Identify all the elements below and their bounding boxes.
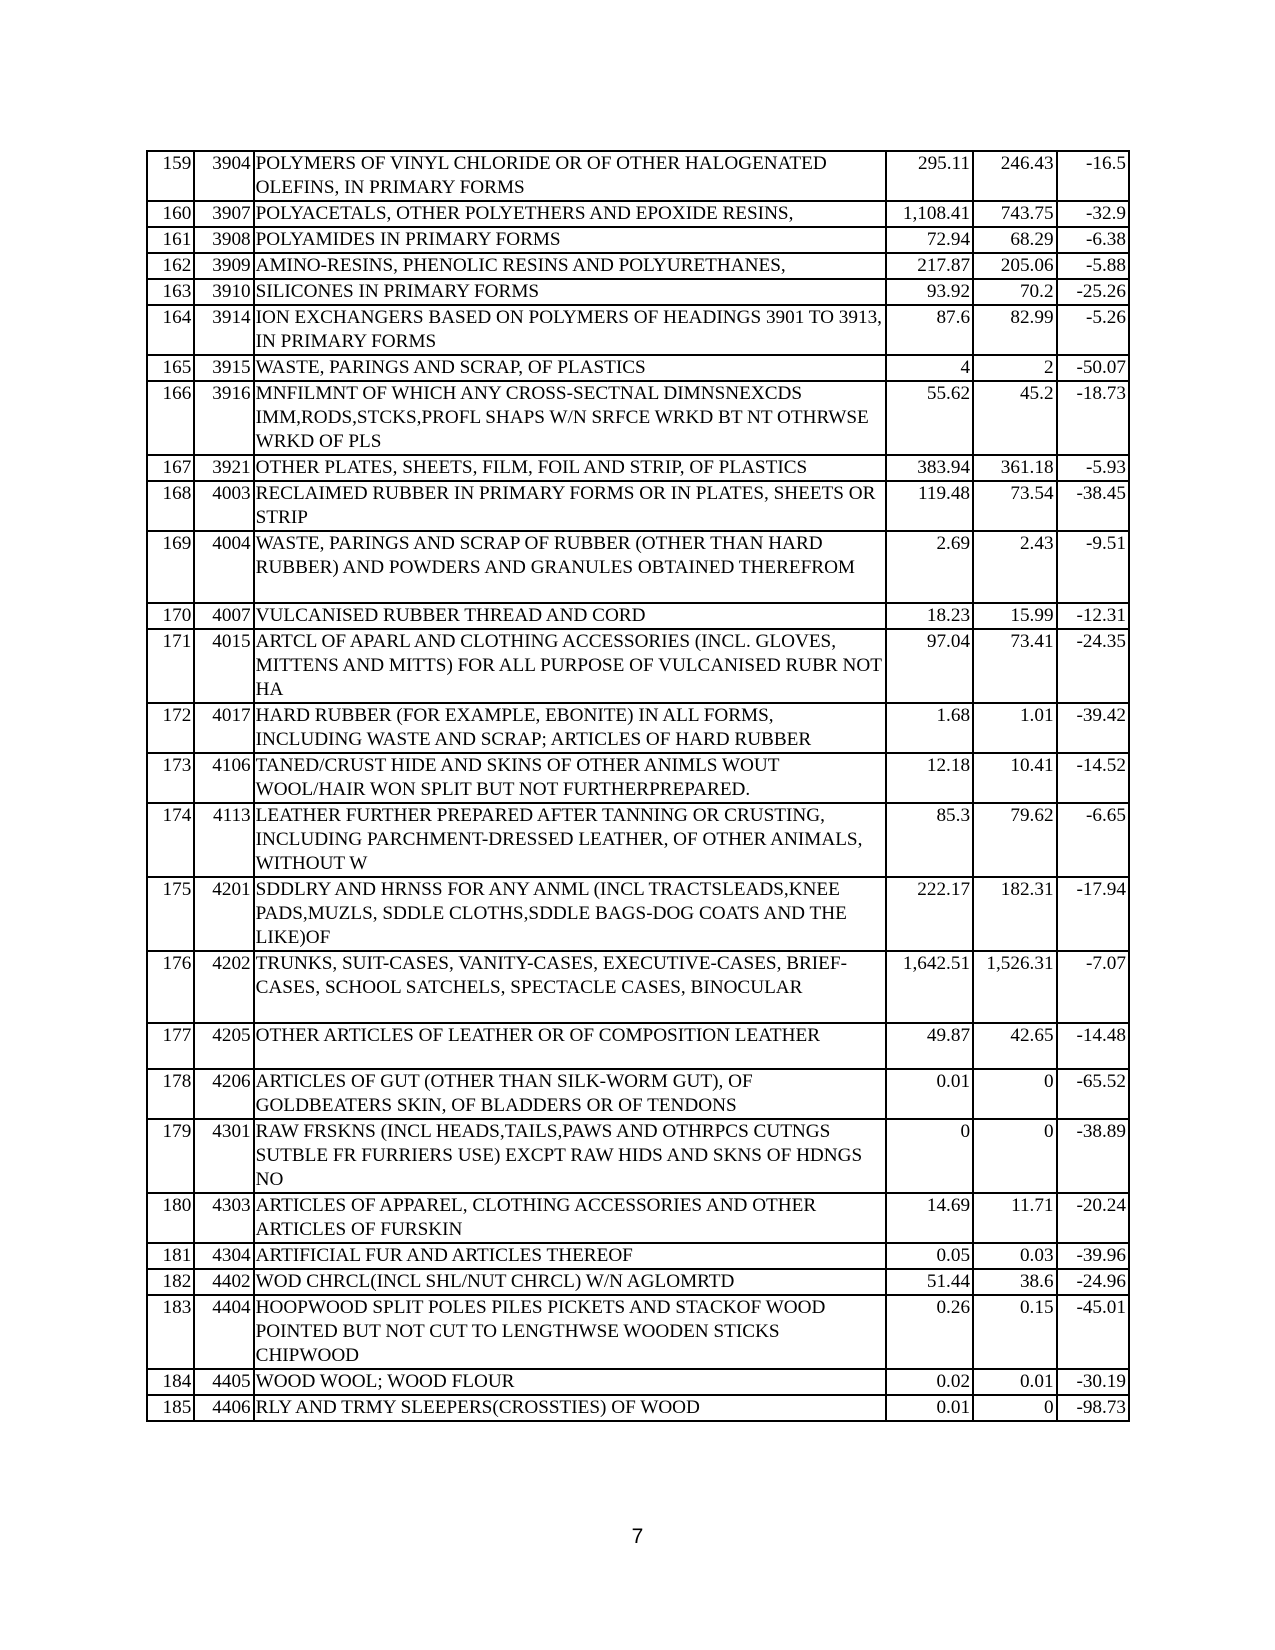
- percent-change-cell: -50.07: [1057, 355, 1129, 381]
- table-row: [147, 951, 1129, 1023]
- serial-number-cell: 185: [147, 1395, 194, 1421]
- table-row: [147, 703, 1129, 753]
- value-current-cell: 0: [973, 1069, 1057, 1119]
- hs-code-cell: 3915: [194, 355, 253, 381]
- commodity-table-body: [147, 151, 1129, 1421]
- hs-code-cell: 4301: [194, 1119, 253, 1193]
- hs-code-cell: 4205: [194, 1023, 253, 1069]
- value-current-cell: 10.41: [973, 753, 1057, 803]
- percent-change-cell: -6.65: [1057, 803, 1129, 877]
- serial-number-cell: 176: [147, 951, 194, 1023]
- value-previous-cell: 49.87: [886, 1023, 974, 1069]
- commodity-description-cell: WOOD WOOL; WOOD FLOUR: [254, 1369, 886, 1395]
- serial-number-cell: 168: [147, 481, 194, 531]
- commodity-description-cell: TRUNKS, SUIT-CASES, VANITY-CASES, EXECUTIVE-CASES, BRIEF-CASES, SCHOOL SATCHELS, SPECTACLE CASES, BINOCULAR: [254, 951, 886, 1023]
- percent-change-cell: -39.96: [1057, 1243, 1129, 1269]
- value-previous-cell: 4: [886, 355, 974, 381]
- value-current-cell: 45.2: [973, 381, 1057, 455]
- commodity-description-cell: OTHER ARTICLES OF LEATHER OR OF COMPOSITION LEATHER: [254, 1023, 886, 1069]
- percent-change-cell: -39.42: [1057, 703, 1129, 753]
- commodity-description-cell: ARTICLES OF APPAREL, CLOTHING ACCESSORIES AND OTHER ARTICLES OF FURSKIN: [254, 1193, 886, 1243]
- commodity-description-cell: POLYAMIDES IN PRIMARY FORMS: [254, 227, 886, 253]
- commodity-description-cell: WASTE, PARINGS AND SCRAP OF RUBBER (OTHER THAN HARD RUBBER) AND POWDERS AND GRANULES OBTAINED THEREFROM: [254, 531, 886, 603]
- value-current-cell: 1,526.31: [973, 951, 1057, 1023]
- table-row: [147, 481, 1129, 531]
- percent-change-cell: -6.38: [1057, 227, 1129, 253]
- serial-number-cell: 160: [147, 201, 194, 227]
- serial-number-cell: 182: [147, 1269, 194, 1295]
- serial-number-cell: 180: [147, 1193, 194, 1243]
- table-row: [147, 253, 1129, 279]
- table-row: [147, 1069, 1129, 1119]
- serial-number-cell: 172: [147, 703, 194, 753]
- percent-change-cell: -12.31: [1057, 603, 1129, 629]
- commodity-description-cell: HOOPWOOD SPLIT POLES PILES PICKETS AND STACKOF WOOD POINTED BUT NOT CUT TO LENGTHWSE WOODEN STICKS CHIPWOOD: [254, 1295, 886, 1369]
- serial-number-cell: 184: [147, 1369, 194, 1395]
- hs-code-cell: 3909: [194, 253, 253, 279]
- table-row: [147, 1193, 1129, 1243]
- commodity-description-cell: POLYACETALS, OTHER POLYETHERS AND EPOXIDE RESINS,: [254, 201, 886, 227]
- serial-number-cell: 165: [147, 355, 194, 381]
- value-previous-cell: 0.01: [886, 1395, 974, 1421]
- value-previous-cell: 18.23: [886, 603, 974, 629]
- table-row: [147, 603, 1129, 629]
- value-previous-cell: 0: [886, 1119, 974, 1193]
- value-current-cell: 0.03: [973, 1243, 1057, 1269]
- serial-number-cell: 170: [147, 603, 194, 629]
- table-row: [147, 1369, 1129, 1395]
- value-current-cell: 182.31: [973, 877, 1057, 951]
- commodity-description-cell: RECLAIMED RUBBER IN PRIMARY FORMS OR IN PLATES, SHEETS OR STRIP: [254, 481, 886, 531]
- hs-code-cell: 4304: [194, 1243, 253, 1269]
- value-previous-cell: 12.18: [886, 753, 974, 803]
- percent-change-cell: -14.52: [1057, 753, 1129, 803]
- table-row: [147, 1395, 1129, 1421]
- value-current-cell: 0.15: [973, 1295, 1057, 1369]
- commodity-table-container: [146, 150, 1130, 1422]
- commodity-description-cell: ARTCL OF APARL AND CLOTHING ACCESSORIES (INCL. GLOVES, MITTENS AND MITTS) FOR ALL PURPOSE OF VULCANISED RUBR NOT HA: [254, 629, 886, 703]
- table-row: [147, 355, 1129, 381]
- table-row: [147, 381, 1129, 455]
- serial-number-cell: 175: [147, 877, 194, 951]
- table-row: [147, 1295, 1129, 1369]
- value-previous-cell: 1,108.41: [886, 201, 974, 227]
- table-row: [147, 279, 1129, 305]
- serial-number-cell: 173: [147, 753, 194, 803]
- value-current-cell: 0.01: [973, 1369, 1057, 1395]
- commodity-description-cell: SDDLRY AND HRNSS FOR ANY ANML (INCL TRACTSLEADS,KNEE PADS,MUZLS, SDDLE CLOTHS,SDDLE BAGS-DOG COATS AND THE LIKE)OF: [254, 877, 886, 951]
- page-number: 7: [631, 1525, 644, 1548]
- percent-change-cell: -30.19: [1057, 1369, 1129, 1395]
- hs-code-cell: 4406: [194, 1395, 253, 1421]
- hs-code-cell: 4303: [194, 1193, 253, 1243]
- table-row: [147, 1023, 1129, 1069]
- table-row: [147, 455, 1129, 481]
- commodity-table: [146, 150, 1130, 1422]
- value-previous-cell: 85.3: [886, 803, 974, 877]
- value-current-cell: 73.41: [973, 629, 1057, 703]
- percent-change-cell: -38.45: [1057, 481, 1129, 531]
- commodity-description-cell: MNFILMNT OF WHICH ANY CROSS-SECTNAL DIMNSNEXCDS IMM,RODS,STCKS,PROFL SHAPS W/N SRFCE WRKD BT NT OTHRWSE WRKD OF PLS: [254, 381, 886, 455]
- percent-change-cell: -25.26: [1057, 279, 1129, 305]
- value-previous-cell: 1.68: [886, 703, 974, 753]
- hs-code-cell: 4017: [194, 703, 253, 753]
- value-current-cell: 42.65: [973, 1023, 1057, 1069]
- value-current-cell: 0: [973, 1395, 1057, 1421]
- value-previous-cell: 93.92: [886, 279, 974, 305]
- serial-number-cell: 164: [147, 305, 194, 355]
- value-previous-cell: 0.26: [886, 1295, 974, 1369]
- commodity-description-cell: TANED/CRUST HIDE AND SKINS OF OTHER ANIMLS WOUT WOOL/HAIR WON SPLIT BUT NOT FURTHERPREPARED.: [254, 753, 886, 803]
- commodity-description-cell: VULCANISED RUBBER THREAD AND CORD: [254, 603, 886, 629]
- value-current-cell: 1.01: [973, 703, 1057, 753]
- percent-change-cell: -14.48: [1057, 1023, 1129, 1069]
- serial-number-cell: 183: [147, 1295, 194, 1369]
- commodity-description-cell: SILICONES IN PRIMARY FORMS: [254, 279, 886, 305]
- serial-number-cell: 181: [147, 1243, 194, 1269]
- percent-change-cell: -5.93: [1057, 455, 1129, 481]
- hs-code-cell: 4201: [194, 877, 253, 951]
- value-previous-cell: 51.44: [886, 1269, 974, 1295]
- percent-change-cell: -24.35: [1057, 629, 1129, 703]
- table-row: [147, 753, 1129, 803]
- value-current-cell: 205.06: [973, 253, 1057, 279]
- value-previous-cell: 14.69: [886, 1193, 974, 1243]
- percent-change-cell: -98.73: [1057, 1395, 1129, 1421]
- table-row: [147, 803, 1129, 877]
- serial-number-cell: 166: [147, 381, 194, 455]
- value-previous-cell: 97.04: [886, 629, 974, 703]
- hs-code-cell: 4206: [194, 1069, 253, 1119]
- serial-number-cell: 179: [147, 1119, 194, 1193]
- value-current-cell: 361.18: [973, 455, 1057, 481]
- commodity-description-cell: WASTE, PARINGS AND SCRAP, OF PLASTICS: [254, 355, 886, 381]
- value-previous-cell: 0.05: [886, 1243, 974, 1269]
- serial-number-cell: 162: [147, 253, 194, 279]
- percent-change-cell: -17.94: [1057, 877, 1129, 951]
- percent-change-cell: -32.9: [1057, 201, 1129, 227]
- commodity-description-cell: HARD RUBBER (FOR EXAMPLE, EBONITE) IN ALL FORMS, INCLUDING WASTE AND SCRAP; ARTICLES OF HARD RUBBER: [254, 703, 886, 753]
- hs-code-cell: 4202: [194, 951, 253, 1023]
- commodity-description-cell: LEATHER FURTHER PREPARED AFTER TANNING OR CRUSTING, INCLUDING PARCHMENT-DRESSED LEATHER, OF OTHER ANIMALS, WITHOUT W: [254, 803, 886, 877]
- value-previous-cell: 222.17: [886, 877, 974, 951]
- hs-code-cell: 3907: [194, 201, 253, 227]
- commodity-description-cell: WOD CHRCL(INCL SHL/NUT CHRCL) W/N AGLOMRTD: [254, 1269, 886, 1295]
- table-row: [147, 531, 1129, 603]
- value-previous-cell: 217.87: [886, 253, 974, 279]
- value-current-cell: 73.54: [973, 481, 1057, 531]
- hs-code-cell: 4404: [194, 1295, 253, 1369]
- serial-number-cell: 171: [147, 629, 194, 703]
- value-previous-cell: 1,642.51: [886, 951, 974, 1023]
- hs-code-cell: 4004: [194, 531, 253, 603]
- serial-number-cell: 174: [147, 803, 194, 877]
- table-row: [147, 1269, 1129, 1295]
- commodity-description-cell: RAW FRSKNS (INCL HEADS,TAILS,PAWS AND OTHRPCS CUTNGS SUTBLE FR FURRIERS USE) EXCPT RAW HIDS AND SKNS OF HDNGS NO: [254, 1119, 886, 1193]
- table-row: [147, 1119, 1129, 1193]
- percent-change-cell: -9.51: [1057, 531, 1129, 603]
- table-row: [147, 629, 1129, 703]
- value-previous-cell: 55.62: [886, 381, 974, 455]
- commodity-description-cell: POLYMERS OF VINYL CHLORIDE OR OF OTHER HALOGENATED OLEFINS, IN PRIMARY FORMS: [254, 151, 886, 201]
- hs-code-cell: 3904: [194, 151, 253, 201]
- hs-code-cell: 4113: [194, 803, 253, 877]
- value-current-cell: 38.6: [973, 1269, 1057, 1295]
- hs-code-cell: 4402: [194, 1269, 253, 1295]
- hs-code-cell: 3908: [194, 227, 253, 253]
- hs-code-cell: 3914: [194, 305, 253, 355]
- value-previous-cell: 383.94: [886, 455, 974, 481]
- percent-change-cell: -5.26: [1057, 305, 1129, 355]
- value-previous-cell: 119.48: [886, 481, 974, 531]
- hs-code-cell: 3916: [194, 381, 253, 455]
- value-current-cell: 15.99: [973, 603, 1057, 629]
- commodity-description-cell: RLY AND TRMY SLEEPERS(CROSSTIES) OF WOOD: [254, 1395, 886, 1421]
- hs-code-cell: 3910: [194, 279, 253, 305]
- value-current-cell: 68.29: [973, 227, 1057, 253]
- commodity-description-cell: ARTICLES OF GUT (OTHER THAN SILK-WORM GUT), OF GOLDBEATERS SKIN, OF BLADDERS OR OF TENDONS: [254, 1069, 886, 1119]
- table-row: [147, 227, 1129, 253]
- hs-code-cell: 4405: [194, 1369, 253, 1395]
- value-previous-cell: 2.69: [886, 531, 974, 603]
- table-row: [147, 151, 1129, 201]
- value-current-cell: 70.2: [973, 279, 1057, 305]
- hs-code-cell: 3921: [194, 455, 253, 481]
- hs-code-cell: 4007: [194, 603, 253, 629]
- value-current-cell: 79.62: [973, 803, 1057, 877]
- hs-code-cell: 4015: [194, 629, 253, 703]
- hs-code-cell: 4003: [194, 481, 253, 531]
- value-current-cell: 0: [973, 1119, 1057, 1193]
- value-current-cell: 11.71: [973, 1193, 1057, 1243]
- value-previous-cell: 72.94: [886, 227, 974, 253]
- commodity-description-cell: OTHER PLATES, SHEETS, FILM, FOIL AND STRIP, OF PLASTICS: [254, 455, 886, 481]
- commodity-description-cell: ARTIFICIAL FUR AND ARTICLES THEREOF: [254, 1243, 886, 1269]
- table-row: [147, 305, 1129, 355]
- commodity-description-cell: ION EXCHANGERS BASED ON POLYMERS OF HEADINGS 3901 TO 3913, IN PRIMARY FORMS: [254, 305, 886, 355]
- percent-change-cell: -16.5: [1057, 151, 1129, 201]
- table-row: [147, 1243, 1129, 1269]
- value-previous-cell: 295.11: [886, 151, 974, 201]
- value-current-cell: 82.99: [973, 305, 1057, 355]
- commodity-description-cell: AMINO-RESINS, PHENOLIC RESINS AND POLYURETHANES,: [254, 253, 886, 279]
- serial-number-cell: 161: [147, 227, 194, 253]
- value-current-cell: 2: [973, 355, 1057, 381]
- percent-change-cell: -5.88: [1057, 253, 1129, 279]
- value-previous-cell: 87.6: [886, 305, 974, 355]
- value-current-cell: 2.43: [973, 531, 1057, 603]
- serial-number-cell: 169: [147, 531, 194, 603]
- value-previous-cell: 0.02: [886, 1369, 974, 1395]
- percent-change-cell: -65.52: [1057, 1069, 1129, 1119]
- serial-number-cell: 159: [147, 151, 194, 201]
- percent-change-cell: -20.24: [1057, 1193, 1129, 1243]
- percent-change-cell: -18.73: [1057, 381, 1129, 455]
- percent-change-cell: -7.07: [1057, 951, 1129, 1023]
- value-previous-cell: 0.01: [886, 1069, 974, 1119]
- table-row: [147, 877, 1129, 951]
- serial-number-cell: 177: [147, 1023, 194, 1069]
- value-current-cell: 743.75: [973, 201, 1057, 227]
- serial-number-cell: 178: [147, 1069, 194, 1119]
- serial-number-cell: 167: [147, 455, 194, 481]
- hs-code-cell: 4106: [194, 753, 253, 803]
- value-current-cell: 246.43: [973, 151, 1057, 201]
- serial-number-cell: 163: [147, 279, 194, 305]
- percent-change-cell: -38.89: [1057, 1119, 1129, 1193]
- percent-change-cell: -45.01: [1057, 1295, 1129, 1369]
- percent-change-cell: -24.96: [1057, 1269, 1129, 1295]
- table-row: [147, 201, 1129, 227]
